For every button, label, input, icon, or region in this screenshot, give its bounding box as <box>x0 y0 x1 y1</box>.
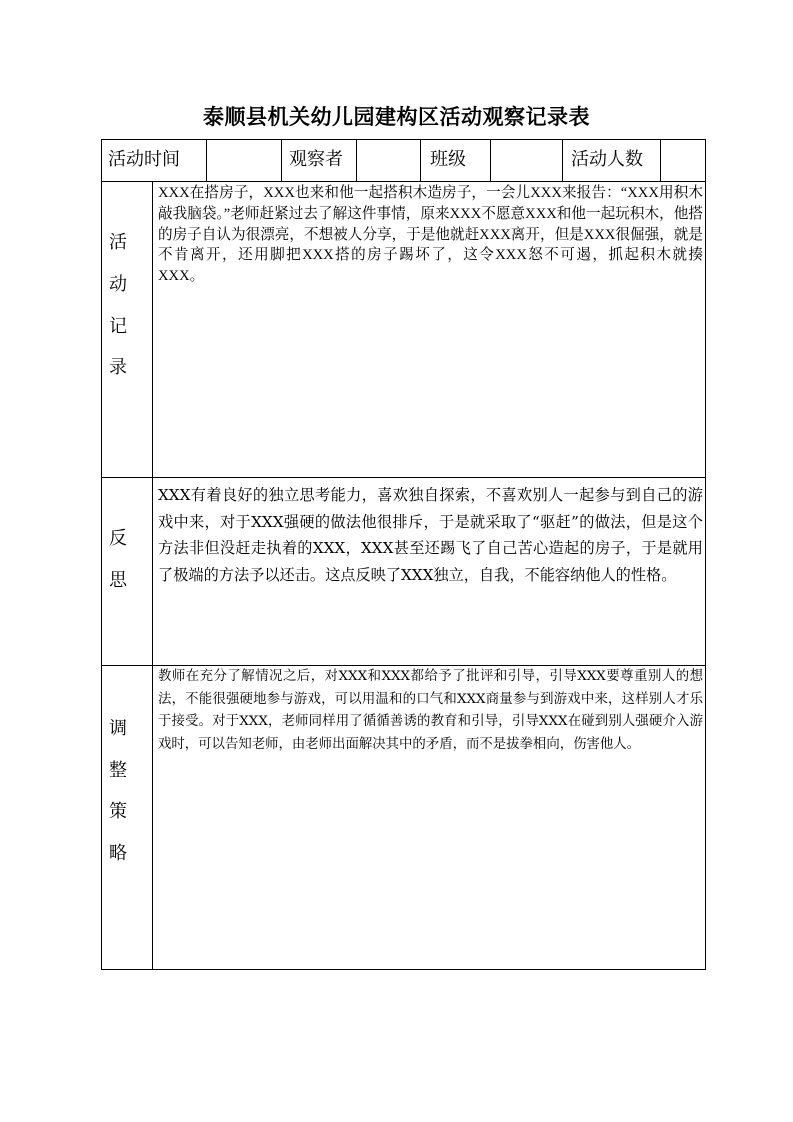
reflection-label-char: 反 <box>109 528 127 549</box>
reflection-label-char: 思 <box>109 570 127 591</box>
strategy-label-char: 策 <box>109 801 127 822</box>
reflection-text: XXX有着良好的独立思考能力，喜欢独自探索，不喜欢别人一起参与到自己的游戏中来，对于XXX强硬的做法他很排斥，于是就采取了“驱赶”的做法，但是这个方法非但没赶走执着的XXX，XXX甚至还踢飞了自己苦心造起的房子，于是就用了极端的方法予以还击。这点反映了XXX独立，自我，不能容纳他人的性格。 <box>158 486 703 584</box>
observer-label: 观察者 <box>289 149 343 170</box>
header-cell-divider <box>356 139 357 181</box>
header-cell-divider <box>562 139 563 181</box>
strategy-label-char: 整 <box>109 760 127 781</box>
strategy-label-char: 略 <box>109 843 127 864</box>
header-cell-divider <box>206 139 207 181</box>
record-section-divider <box>101 477 706 478</box>
header-cell-divider <box>420 139 421 181</box>
class-label: 班级 <box>430 149 466 170</box>
header-cell-divider <box>660 139 661 181</box>
observer-value[interactable] <box>361 139 415 181</box>
adjustment-strategy-text: 教师在充分了解情况之后，对XXX和XXX都给予了批评和引导，引导XXX要尊重别人的想法，不能很强硬地参与游戏，可以用温和的口气和XXX商量参与到游戏中来，这样别人才乐于接受。对于XXX，老师同样用了循循善诱的教育和引导，引导XXX在碰到别人强硬介入游戏时，可以告知老师，由老师出面解决其中的矛盾，而不是拔拳相向，伤害他人。 <box>158 669 703 752</box>
activity-time-value[interactable] <box>212 139 276 181</box>
record-label-char: 活 <box>109 232 127 253</box>
participants-label: 活动人数 <box>571 149 643 170</box>
header-cell-divider <box>490 139 491 181</box>
header-row-divider <box>101 181 706 182</box>
record-label-char: 录 <box>109 357 127 378</box>
header-cell-divider <box>281 139 282 181</box>
strategy-label-char: 调 <box>109 718 127 739</box>
record-label-char: 记 <box>109 316 127 337</box>
activity-time-label: 活动时间 <box>108 149 180 170</box>
record-label-char: 动 <box>109 274 127 295</box>
participants-value[interactable] <box>665 139 703 181</box>
label-column-divider <box>152 181 153 970</box>
activity-record-text: XXX在搭房子，XXX也来和他一起搭积木造房子，一会儿XXX来报告：“XXX用积木敲我脑袋。”老师赶紧过去了解这件事情，原来XXX不愿意XXX和他一起玩积木，他搭的房子自认为很漂亮，不想被人分享，于是他就赶XXX离开，但是XXX很倔强，就是不肯离开，还用脚把XXX搭的房子踢坏了，这令XXX怒不可遏，抓起积木就揍XXX。 <box>158 185 703 285</box>
class-value[interactable] <box>495 139 557 181</box>
document-title: 泰顺县机关幼儿园建构区活动观察记录表 <box>203 104 590 129</box>
